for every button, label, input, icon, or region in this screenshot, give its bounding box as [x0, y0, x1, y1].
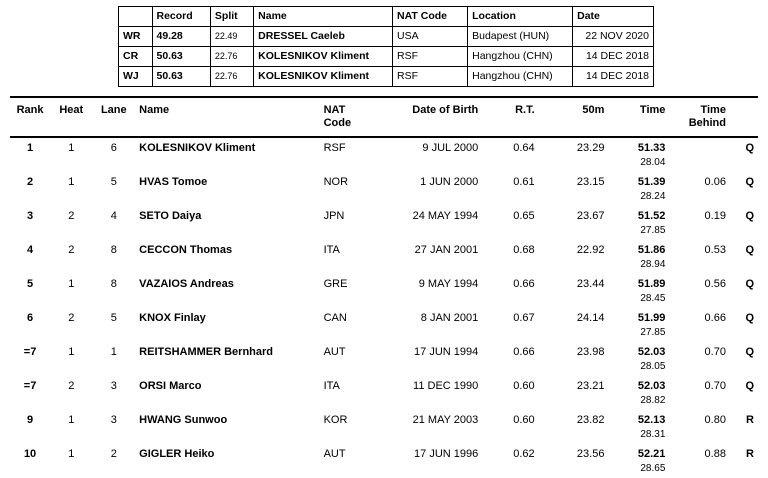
row-nat-code: CAN [323, 312, 347, 324]
results-header-behind-line2: Behind [688, 117, 726, 129]
records-row [119, 67, 654, 87]
row-date-of-birth: 24 MAY 1994 [412, 210, 479, 222]
row-nat-code: RSF [323, 142, 346, 154]
row-50m-split: 23.56 [576, 448, 605, 460]
row-second-split: 27.85 [640, 225, 666, 236]
results-header-rank: Rank [10, 97, 50, 137]
records-header-name: Name [254, 7, 393, 27]
row-50m-split: 22.92 [576, 244, 605, 256]
records-table [118, 6, 654, 87]
record-split: 22.76 [210, 67, 253, 87]
row-lane: 5 [110, 312, 117, 324]
records-row [119, 27, 654, 47]
table-row [10, 274, 758, 308]
row-second-split: 28.82 [640, 395, 666, 406]
record-nat-code: RSF [393, 47, 468, 67]
row-date-of-birth: 21 MAY 2003 [412, 414, 479, 426]
results-header-name: Name [135, 97, 319, 137]
row-heat: 1 [68, 414, 75, 426]
record-date: 14 DEC 2018 [573, 47, 654, 67]
records-table-container [118, 6, 654, 87]
record-label: WJ [119, 67, 153, 87]
row-qualification-code: R [746, 448, 754, 460]
records-header-label [119, 7, 153, 27]
row-second-split: 28.65 [640, 463, 666, 474]
records-header-nat-code: NAT Code [393, 7, 468, 27]
row-time-value: 52.21 [637, 448, 666, 460]
row-50m-split: 23.82 [576, 414, 605, 426]
results-header-rt: R.T. [482, 97, 538, 137]
row-50m-split: 23.29 [576, 142, 605, 154]
record-nat-code: USA [393, 27, 468, 47]
row-nat-code: GRE [323, 278, 348, 290]
row-reaction-time: 0.60 [513, 380, 535, 392]
row-time-value: 51.99 [637, 312, 666, 324]
results-table-container [10, 96, 758, 478]
row-heat: 1 [68, 142, 75, 154]
row-heat: 2 [68, 210, 75, 222]
results-header-lane: Lane [92, 97, 135, 137]
record-location: Hangzhou (CHN) [468, 47, 573, 67]
row-time-value: 51.33 [637, 142, 666, 154]
row-rank: 6 [27, 312, 34, 324]
row-time-behind: 0.53 [704, 244, 726, 256]
row-rank: 2 [27, 176, 34, 188]
row-time-behind: 0.88 [704, 448, 726, 460]
row-lane: 8 [110, 278, 117, 290]
row-athlete-name: KNOX Finlay [139, 312, 206, 324]
row-final-time [608, 342, 669, 376]
row-final-time [608, 308, 669, 342]
row-lane: 3 [110, 380, 117, 392]
row-nat-code: KOR [323, 414, 348, 426]
record-split: 22.76 [210, 47, 253, 67]
row-50m-split: 23.21 [576, 380, 605, 392]
records-header-split: Split [210, 7, 253, 27]
row-athlete-name: CECCON Thomas [139, 244, 233, 256]
record-date: 22 NOV 2020 [573, 27, 654, 47]
row-rank: 3 [27, 210, 34, 222]
record-location: Budapest (HUN) [468, 27, 573, 47]
row-reaction-time: 0.68 [513, 244, 535, 256]
row-heat: 1 [68, 176, 75, 188]
row-time-value: 51.39 [637, 176, 666, 188]
row-final-time [608, 206, 669, 240]
row-nat-code: JPN [323, 210, 345, 222]
row-time-behind: 0.06 [704, 176, 726, 188]
row-second-split: 28.24 [640, 191, 666, 202]
row-second-split: 28.05 [640, 361, 666, 372]
table-row [10, 376, 758, 410]
record-date: 14 DEC 2018 [573, 67, 654, 87]
row-reaction-time: 0.67 [513, 312, 535, 324]
row-time-behind [669, 137, 730, 172]
row-date-of-birth: 17 JUN 1994 [414, 346, 479, 358]
results-header-50m: 50m [539, 97, 609, 137]
record-label: WR [119, 27, 153, 47]
row-rank: 10 [23, 448, 37, 460]
records-table-head [119, 7, 654, 27]
results-table-head [10, 97, 758, 137]
row-time-value: 52.03 [637, 380, 666, 392]
row-time-behind: 0.66 [704, 312, 726, 324]
row-final-time [608, 172, 669, 206]
records-table-body [119, 27, 654, 87]
row-reaction-time: 0.64 [513, 142, 535, 154]
row-reaction-time: 0.62 [513, 448, 535, 460]
row-athlete-name: HVAS Tomoe [139, 176, 208, 188]
row-lane: 8 [110, 244, 117, 256]
row-heat: 1 [68, 448, 75, 460]
results-header-dob: Date of Birth [386, 97, 482, 137]
row-lane: 2 [110, 448, 117, 460]
table-row [10, 410, 758, 444]
row-qualification-code: Q [745, 278, 754, 290]
row-time-value: 52.13 [637, 414, 666, 426]
row-athlete-name: VAZAIOS Andreas [139, 278, 234, 290]
record-name: KOLESNIKOV Kliment [254, 67, 393, 87]
row-final-time [608, 376, 669, 410]
results-header-nat-line2: Code [323, 117, 352, 129]
row-qualification-code: Q [745, 210, 754, 222]
row-qualification-code: Q [745, 176, 754, 188]
row-qualification-code: Q [745, 380, 754, 392]
row-athlete-name: REITSHAMMER Bernhard [139, 346, 274, 358]
table-row [10, 172, 758, 206]
row-heat: 2 [68, 244, 75, 256]
row-heat: 1 [68, 346, 75, 358]
results-header-heat: Heat [50, 97, 92, 137]
row-qualification-code: R [746, 414, 754, 426]
row-nat-code: NOR [323, 176, 349, 188]
row-heat: 2 [68, 380, 75, 392]
row-qualification-code: Q [745, 244, 754, 256]
row-qualification-code: Q [745, 312, 754, 324]
row-second-split: 28.04 [640, 157, 666, 168]
row-final-time [608, 240, 669, 274]
results-header-nat-code [320, 97, 387, 137]
record-split: 22.49 [210, 27, 253, 47]
record-name: DRESSEL Caeleb [254, 27, 393, 47]
record-nat-code: RSF [393, 67, 468, 87]
row-reaction-time: 0.65 [513, 210, 535, 222]
row-rank: 4 [27, 244, 34, 256]
record-location: Hangzhou (CHN) [468, 67, 573, 87]
record-name: KOLESNIKOV Kliment [254, 47, 393, 67]
row-nat-code: ITA [323, 244, 340, 256]
records-row [119, 47, 654, 67]
table-row [10, 444, 758, 478]
table-row [10, 206, 758, 240]
results-table-body [10, 137, 758, 478]
row-final-time [608, 444, 669, 478]
row-second-split: 28.94 [640, 259, 666, 270]
row-nat-code: AUT [323, 346, 346, 358]
row-heat: 2 [68, 312, 75, 324]
row-lane: 5 [110, 176, 117, 188]
row-date-of-birth: 17 JUN 1996 [414, 448, 479, 460]
row-50m-split: 23.67 [576, 210, 605, 222]
row-reaction-time: 0.60 [513, 414, 535, 426]
records-header-location: Location [468, 7, 573, 27]
records-header-date: Date [573, 7, 654, 27]
row-lane: 3 [110, 414, 117, 426]
table-row [10, 137, 758, 172]
row-time-behind: 0.70 [704, 346, 726, 358]
record-time: 50.63 [152, 47, 210, 67]
row-50m-split: 23.15 [576, 176, 605, 188]
row-rank: 1 [27, 142, 34, 154]
table-row [10, 308, 758, 342]
results-header-time: Time [608, 97, 669, 137]
results-header-nat-line1: NAT [323, 104, 346, 116]
table-row [10, 240, 758, 274]
row-date-of-birth: 8 JAN 2001 [420, 312, 479, 324]
record-time: 49.28 [152, 27, 210, 47]
row-second-split: 28.45 [640, 293, 666, 304]
row-lane: 1 [110, 346, 117, 358]
record-label: CR [119, 47, 153, 67]
record-time: 50.63 [152, 67, 210, 87]
row-time-value: 51.52 [637, 210, 666, 222]
row-time-value: 51.86 [637, 244, 666, 256]
row-nat-code: AUT [323, 448, 346, 460]
table-row [10, 342, 758, 376]
row-rank: 9 [27, 414, 34, 426]
row-time-behind: 0.70 [704, 380, 726, 392]
records-header-row [119, 7, 654, 27]
row-reaction-time: 0.66 [513, 278, 535, 290]
row-reaction-time: 0.61 [513, 176, 535, 188]
results-header-behind-line1: Time [700, 104, 726, 116]
row-reaction-time: 0.66 [513, 346, 535, 358]
row-time-value: 52.03 [637, 346, 666, 358]
results-table [10, 96, 758, 478]
row-athlete-name: ORSI Marco [139, 380, 202, 392]
row-athlete-name: SETO Daiya [139, 210, 202, 222]
row-lane: 4 [110, 210, 117, 222]
row-50m-split: 23.44 [576, 278, 605, 290]
row-date-of-birth: 9 JUL 2000 [422, 142, 479, 154]
row-rank: 5 [27, 278, 34, 290]
results-header-qualification [730, 97, 758, 137]
row-50m-split: 23.98 [576, 346, 605, 358]
row-final-time [608, 137, 669, 172]
row-date-of-birth: 11 DEC 1990 [413, 380, 479, 392]
row-final-time [608, 410, 669, 444]
row-rank: =7 [23, 380, 37, 392]
row-athlete-name: KOLESNIKOV Kliment [139, 142, 256, 154]
row-athlete-name: GIGLER Heiko [139, 448, 215, 460]
row-date-of-birth: 9 MAY 1994 [418, 278, 479, 290]
row-second-split: 27.85 [640, 327, 666, 338]
row-time-value: 51.89 [637, 278, 666, 290]
row-qualification-code: Q [745, 346, 754, 358]
row-time-behind: 0.19 [704, 210, 726, 222]
row-date-of-birth: 27 JAN 2001 [414, 244, 479, 256]
row-qualification-code: Q [745, 142, 754, 154]
row-final-time [608, 274, 669, 308]
row-date-of-birth: 1 JUN 2000 [420, 176, 479, 188]
results-header-row [10, 97, 758, 137]
row-second-split: 28.31 [640, 429, 666, 440]
records-header-record: Record [152, 7, 210, 27]
row-time-behind: 0.56 [704, 278, 726, 290]
row-50m-split: 24.14 [576, 312, 605, 324]
row-nat-code: ITA [323, 380, 340, 392]
row-lane: 6 [110, 142, 117, 154]
row-heat: 1 [68, 278, 75, 290]
row-rank: =7 [23, 346, 37, 358]
row-athlete-name: HWANG Sunwoo [139, 414, 228, 426]
results-header-time-behind [669, 97, 730, 137]
row-time-behind: 0.80 [704, 414, 726, 426]
